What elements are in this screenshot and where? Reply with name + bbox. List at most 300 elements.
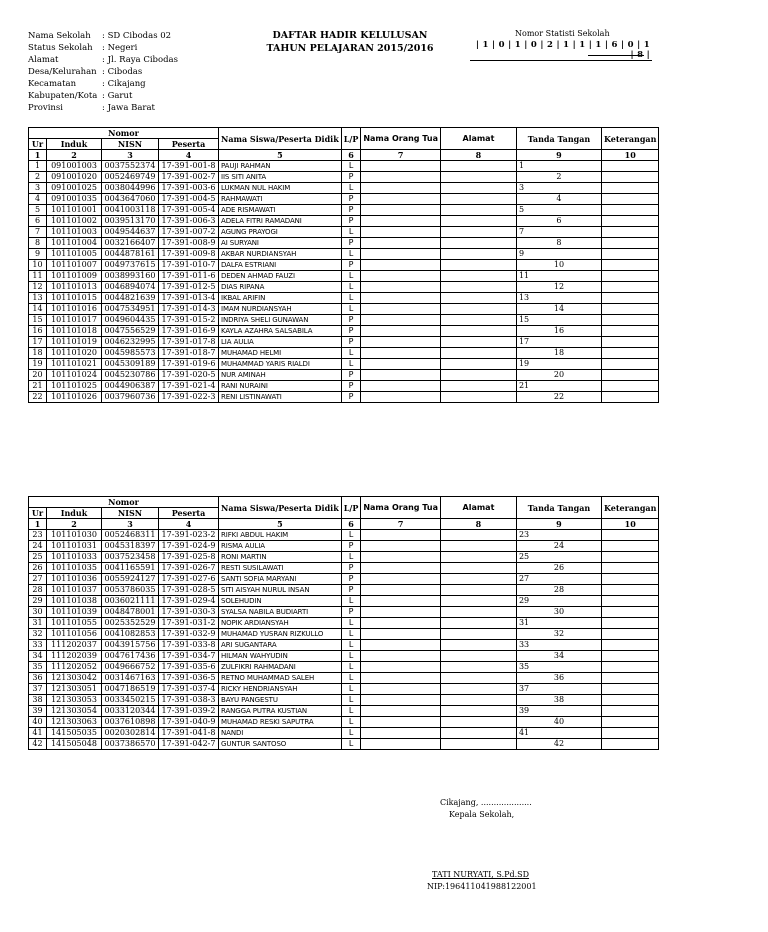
cell-peserta: 17-391-016-9 — [159, 326, 219, 337]
cell-gender: P — [341, 574, 361, 585]
cell-address — [440, 315, 516, 326]
cell-parent-name — [361, 662, 441, 673]
table-row — [29, 541, 659, 552]
cell-ur: 42 — [29, 739, 47, 750]
cell-remarks — [601, 249, 658, 260]
cell-address — [440, 607, 516, 618]
cell-student-name: SITI AISYAH NURUL INSAN — [219, 585, 342, 596]
cell-ur: 11 — [29, 271, 47, 282]
cell-induk: 101101013 — [47, 282, 102, 293]
table-row — [29, 249, 659, 260]
cell-peserta: 17-391-010-7 — [159, 260, 219, 271]
cell-peserta: 17-391-035-6 — [159, 662, 219, 673]
cell-address — [440, 596, 516, 607]
cell-ur: 40 — [29, 717, 47, 728]
cell-peserta: 17-391-011-6 — [159, 271, 219, 282]
table-row — [29, 205, 659, 216]
cell-induk: 101101039 — [47, 607, 102, 618]
cell-address — [440, 530, 516, 541]
cell-peserta: 17-391-015-2 — [159, 315, 219, 326]
cell-induk: 101101005 — [47, 249, 102, 260]
cell-nisn: 0025352529 — [102, 618, 159, 629]
cell-peserta: 17-391-013-4 — [159, 293, 219, 304]
cell-student-name: IMAM NURDIANSYAH — [219, 304, 342, 315]
cell-parent-name — [361, 640, 441, 651]
cell-gender: P — [341, 541, 361, 552]
headmaster-title: Kepala Sekolah, — [449, 810, 515, 819]
cell-nisn: 0039513170 — [102, 216, 159, 227]
cell-gender: L — [341, 348, 361, 359]
cell-parent-name — [361, 651, 441, 662]
cell-gender: P — [341, 337, 361, 348]
cell-signature-number: 12 — [516, 282, 601, 293]
cell-ur: 12 — [29, 282, 47, 293]
cell-peserta: 17-391-034-7 — [159, 651, 219, 662]
cell-student-name: RANI NURAINI — [219, 381, 342, 392]
table-row — [29, 304, 659, 315]
cell-gender: L — [341, 662, 361, 673]
cell-signature-number: 27 — [516, 574, 601, 585]
cell-student-name: RONI MARTIN — [219, 552, 342, 563]
cell-student-name: RIFKI ABDUL HAKIM — [219, 530, 342, 541]
cell-signature-number: 1 — [516, 161, 601, 172]
cell-peserta: 17-391-025-8 — [159, 552, 219, 563]
cell-remarks — [601, 695, 658, 706]
cell-nisn: 0047186519 — [102, 684, 159, 695]
header-ur: Ur — [29, 508, 47, 519]
cell-remarks — [601, 728, 658, 739]
cell-remarks — [601, 629, 658, 640]
table-row — [29, 238, 659, 249]
cell-address — [440, 370, 516, 381]
school-info-value: : Jl. Raya Cibodas — [102, 55, 178, 65]
cell-gender: P — [341, 607, 361, 618]
cell-student-name: SANTI SOFIA MARYANI — [219, 574, 342, 585]
cell-induk: 101101033 — [47, 552, 102, 563]
cell-nisn: 0045309189 — [102, 359, 159, 370]
cell-remarks — [601, 348, 658, 359]
header-nisn: NISN — [102, 508, 159, 519]
school-info-value: : Garut — [102, 91, 133, 101]
cell-nisn: 0047617436 — [102, 651, 159, 662]
cell-remarks — [601, 618, 658, 629]
cell-nisn: 0046894074 — [102, 282, 159, 293]
cell-induk: 111202037 — [47, 640, 102, 651]
cell-student-name: HILMAN WAHYUDIN — [219, 651, 342, 662]
cell-ur: 20 — [29, 370, 47, 381]
cell-gender: L — [341, 717, 361, 728]
cell-gender: L — [341, 161, 361, 172]
cell-signature-number: 37 — [516, 684, 601, 695]
cell-student-name: RANGGA PUTRA KUSTIAN — [219, 706, 342, 717]
cell-induk: 101101038 — [47, 596, 102, 607]
column-number: 3 — [102, 519, 159, 530]
cell-gender: L — [341, 552, 361, 563]
cell-address — [440, 348, 516, 359]
cell-ur: 8 — [29, 238, 47, 249]
cell-remarks — [601, 205, 658, 216]
cell-remarks — [601, 596, 658, 607]
cell-induk: 101101024 — [47, 370, 102, 381]
cell-nisn: 0045230786 — [102, 370, 159, 381]
cell-parent-name — [361, 238, 441, 249]
cell-remarks — [601, 227, 658, 238]
cell-induk: 091001020 — [47, 172, 102, 183]
cell-nisn: 0041082853 — [102, 629, 159, 640]
cell-signature-number: 9 — [516, 249, 601, 260]
table-row — [29, 651, 659, 662]
cell-signature-number: 17 — [516, 337, 601, 348]
place-date: Cikajang, .................... — [440, 798, 532, 807]
cell-nisn: 0047556529 — [102, 326, 159, 337]
school-info-value: : Cikajang — [102, 79, 146, 89]
cell-address — [440, 585, 516, 596]
cell-ur: 2 — [29, 172, 47, 183]
cell-parent-name — [361, 596, 441, 607]
cell-parent-name — [361, 618, 441, 629]
cell-remarks — [601, 161, 658, 172]
cell-remarks — [601, 260, 658, 271]
cell-induk: 101101009 — [47, 271, 102, 282]
cell-parent-name — [361, 706, 441, 717]
cell-peserta: 17-391-033-8 — [159, 640, 219, 651]
table-row — [29, 728, 659, 739]
headmaster-nip: NIP:196411041988122001 — [427, 882, 537, 891]
cell-student-name: AI SURYANI — [219, 238, 342, 249]
cell-induk: 091001003 — [47, 161, 102, 172]
cell-parent-name — [361, 728, 441, 739]
cell-parent-name — [361, 282, 441, 293]
column-number: 10 — [601, 150, 658, 161]
cell-peserta: 17-391-026-7 — [159, 563, 219, 574]
cell-address — [440, 574, 516, 585]
cell-student-name: ADELA FITRI RAMADANI — [219, 216, 342, 227]
cell-parent-name — [361, 530, 441, 541]
cell-peserta: 17-391-008-9 — [159, 238, 219, 249]
cell-signature-number: 13 — [516, 293, 601, 304]
table-row — [29, 216, 659, 227]
header-tanda-tangan: Tanda Tangan — [516, 128, 601, 150]
cell-remarks — [601, 194, 658, 205]
cell-induk: 101101002 — [47, 216, 102, 227]
cell-induk: 101101016 — [47, 304, 102, 315]
cell-gender: P — [341, 205, 361, 216]
cell-address — [440, 172, 516, 183]
cell-peserta: 17-391-039-2 — [159, 706, 219, 717]
cell-signature-number: 11 — [516, 271, 601, 282]
cell-gender: L — [341, 684, 361, 695]
cell-nisn: 0045318397 — [102, 541, 159, 552]
cell-ur: 38 — [29, 695, 47, 706]
column-number: 8 — [440, 150, 516, 161]
column-number: 1 — [29, 150, 47, 161]
cell-nisn: 0020302814 — [102, 728, 159, 739]
cell-parent-name — [361, 370, 441, 381]
table-row — [29, 530, 659, 541]
header-row-1 — [29, 128, 659, 139]
cell-nisn: 0038993160 — [102, 271, 159, 282]
cell-induk: 101101020 — [47, 348, 102, 359]
cell-signature-number: 26 — [516, 563, 601, 574]
cell-student-name: BAYU PANGESTU — [219, 695, 342, 706]
header-induk: Induk — [47, 139, 102, 150]
cell-signature-number: 16 — [516, 326, 601, 337]
column-number: 4 — [159, 150, 219, 161]
cell-remarks — [601, 381, 658, 392]
cell-parent-name — [361, 695, 441, 706]
cell-induk: 141505035 — [47, 728, 102, 739]
cell-parent-name — [361, 673, 441, 684]
cell-ur: 36 — [29, 673, 47, 684]
school-info-label: Status Sekolah — [28, 43, 93, 53]
cell-remarks — [601, 574, 658, 585]
column-number: 9 — [516, 519, 601, 530]
school-info-row — [28, 54, 178, 66]
cell-student-name: MUHAMAD HELMI — [219, 348, 342, 359]
cell-parent-name — [361, 585, 441, 596]
cell-nisn: 0031467163 — [102, 673, 159, 684]
cell-gender: L — [341, 249, 361, 260]
school-info-label: Provinsi — [28, 103, 63, 113]
table-row — [29, 574, 659, 585]
cell-address — [440, 304, 516, 315]
cell-parent-name — [361, 717, 441, 728]
cell-peserta: 17-391-022-3 — [159, 392, 219, 403]
cell-student-name: LIA AULIA — [219, 337, 342, 348]
cell-nisn: 0033120344 — [102, 706, 159, 717]
cell-address — [440, 541, 516, 552]
cell-induk: 101101055 — [47, 618, 102, 629]
cell-remarks — [601, 541, 658, 552]
cell-nisn: 0044878161 — [102, 249, 159, 260]
column-number: 6 — [341, 150, 361, 161]
cell-gender: L — [341, 359, 361, 370]
cell-induk: 121303054 — [47, 706, 102, 717]
table-row — [29, 717, 659, 728]
cell-signature-number: 7 — [516, 227, 601, 238]
cell-remarks — [601, 739, 658, 750]
cell-address — [440, 326, 516, 337]
header-orang-tua: Nama Orang Tua — [361, 128, 441, 150]
cell-nisn: 0047534951 — [102, 304, 159, 315]
school-info-value: : Negeri — [102, 43, 138, 53]
table-row — [29, 739, 659, 750]
cell-peserta: 17-391-029-4 — [159, 596, 219, 607]
cell-signature-number: 6 — [516, 216, 601, 227]
cell-ur: 13 — [29, 293, 47, 304]
header-keterangan: Keterangan — [601, 128, 658, 150]
cell-induk: 101101026 — [47, 392, 102, 403]
cell-parent-name — [361, 381, 441, 392]
cell-ur: 15 — [29, 315, 47, 326]
table-row — [29, 260, 659, 271]
cell-remarks — [601, 370, 658, 381]
table-row — [29, 337, 659, 348]
cell-ur: 26 — [29, 563, 47, 574]
cell-induk: 121303042 — [47, 673, 102, 684]
school-info-row — [28, 102, 178, 114]
cell-student-name: RISMA AULIA — [219, 541, 342, 552]
table-row — [29, 381, 659, 392]
column-number: 10 — [601, 519, 658, 530]
school-info-label: Kabupaten/Kota — [28, 91, 98, 101]
cell-induk: 091001035 — [47, 194, 102, 205]
cell-remarks — [601, 717, 658, 728]
cell-peserta: 17-391-020-5 — [159, 370, 219, 381]
cell-induk: 121303053 — [47, 695, 102, 706]
cell-address — [440, 381, 516, 392]
cell-student-name: AGUNG PRAYOGI — [219, 227, 342, 238]
cell-ur: 18 — [29, 348, 47, 359]
cell-peserta: 17-391-005-4 — [159, 205, 219, 216]
cell-ur: 10 — [29, 260, 47, 271]
cell-remarks — [601, 304, 658, 315]
cell-induk: 141505048 — [47, 739, 102, 750]
cell-parent-name — [361, 607, 441, 618]
cell-ur: 25 — [29, 552, 47, 563]
cell-remarks — [601, 684, 658, 695]
cell-gender: P — [341, 326, 361, 337]
cell-nisn: 0048478001 — [102, 607, 159, 618]
table-row — [29, 618, 659, 629]
school-info-row — [28, 42, 178, 54]
cell-induk: 111202052 — [47, 662, 102, 673]
cell-ur: 14 — [29, 304, 47, 315]
cell-signature-number: 14 — [516, 304, 601, 315]
cell-ur: 3 — [29, 183, 47, 194]
cell-parent-name — [361, 629, 441, 640]
cell-nisn: 0052468311 — [102, 530, 159, 541]
table-row — [29, 194, 659, 205]
cell-gender: L — [341, 629, 361, 640]
cell-address — [440, 227, 516, 238]
cell-nisn: 0044906387 — [102, 381, 159, 392]
cell-remarks — [601, 172, 658, 183]
header-lp: L/P — [341, 497, 361, 519]
school-info-value: : Cibodas — [102, 67, 143, 77]
attendance-table-2 — [28, 496, 659, 750]
cell-parent-name — [361, 172, 441, 183]
header-peserta: Peserta — [159, 508, 219, 519]
cell-parent-name — [361, 684, 441, 695]
cell-student-name: DIAS RIPANA — [219, 282, 342, 293]
table-2-header — [29, 497, 659, 530]
cell-induk: 101101031 — [47, 541, 102, 552]
cell-parent-name — [361, 359, 441, 370]
cell-remarks — [601, 563, 658, 574]
cell-peserta: 17-391-042-7 — [159, 739, 219, 750]
cell-address — [440, 205, 516, 216]
cell-signature-number: 39 — [516, 706, 601, 717]
cell-address — [440, 706, 516, 717]
cell-address — [440, 728, 516, 739]
cell-peserta: 17-391-027-6 — [159, 574, 219, 585]
table-row — [29, 706, 659, 717]
table-row — [29, 293, 659, 304]
headmaster-name: TATI NURYATI, S.Pd.SD — [432, 870, 530, 879]
cell-signature-number: 35 — [516, 662, 601, 673]
cell-nisn: 0053786035 — [102, 585, 159, 596]
school-info-row — [28, 78, 178, 90]
cell-ur: 34 — [29, 651, 47, 662]
table-row — [29, 640, 659, 651]
cell-signature-number: 33 — [516, 640, 601, 651]
table-row — [29, 227, 659, 238]
cell-address — [440, 618, 516, 629]
cell-student-name: ARI SUGANTARA — [219, 640, 342, 651]
cell-induk: 121303063 — [47, 717, 102, 728]
cell-ur: 17 — [29, 337, 47, 348]
cell-gender: L — [341, 304, 361, 315]
cell-address — [440, 216, 516, 227]
cell-induk: 101101021 — [47, 359, 102, 370]
cell-signature-number: 5 — [516, 205, 601, 216]
cell-ur: 33 — [29, 640, 47, 651]
cell-induk: 101101025 — [47, 381, 102, 392]
cell-signature-number: 41 — [516, 728, 601, 739]
cell-address — [440, 183, 516, 194]
school-info-row — [28, 66, 178, 78]
cell-gender: P — [341, 381, 361, 392]
cell-ur: 9 — [29, 249, 47, 260]
header-row-numbers — [29, 150, 659, 161]
column-number: 4 — [159, 519, 219, 530]
cell-address — [440, 359, 516, 370]
table-row — [29, 673, 659, 684]
cell-address — [440, 640, 516, 651]
cell-peserta: 17-391-032-9 — [159, 629, 219, 640]
cell-student-name: NANDI — [219, 728, 342, 739]
table-row — [29, 282, 659, 293]
cell-parent-name — [361, 315, 441, 326]
cell-student-name: ZULFIKRI RAHMADANI — [219, 662, 342, 673]
cell-gender: P — [341, 194, 361, 205]
cell-nisn: 0043647060 — [102, 194, 159, 205]
cell-student-name: SYALSA NABILA BUDIARTI — [219, 607, 342, 618]
cell-ur: 5 — [29, 205, 47, 216]
school-info-value: : SD Cibodas 02 — [102, 31, 172, 41]
header-orang-tua: Nama Orang Tua — [361, 497, 441, 519]
cell-remarks — [601, 640, 658, 651]
cell-peserta: 17-391-038-3 — [159, 695, 219, 706]
cell-peserta: 17-391-021-4 — [159, 381, 219, 392]
school-info-value: : Jawa Barat — [102, 103, 155, 113]
cell-address — [440, 717, 516, 728]
cell-peserta: 17-391-040-9 — [159, 717, 219, 728]
header-nomor: Nomor — [29, 128, 219, 139]
cell-address — [440, 161, 516, 172]
cell-parent-name — [361, 194, 441, 205]
header-peserta: Peserta — [159, 139, 219, 150]
cell-remarks — [601, 238, 658, 249]
cell-peserta: 17-391-007-2 — [159, 227, 219, 238]
header-row-1 — [29, 497, 659, 508]
cell-nisn: 0049544637 — [102, 227, 159, 238]
title-line-1: DAFTAR HADIR KELULUSAN — [272, 30, 428, 41]
cell-signature-number: 20 — [516, 370, 601, 381]
cell-peserta: 17-391-023-2 — [159, 530, 219, 541]
header-lp: L/P — [341, 128, 361, 150]
cell-ur: 35 — [29, 662, 47, 673]
cell-peserta: 17-391-004-5 — [159, 194, 219, 205]
cell-peserta: 17-391-002-7 — [159, 172, 219, 183]
cell-remarks — [601, 183, 658, 194]
cell-ur: 39 — [29, 706, 47, 717]
title-line-2: TAHUN PELAJARAN 2015/2016 — [266, 43, 434, 54]
cell-ur: 16 — [29, 326, 47, 337]
statistic-code: | 1 | 0 | 1 | 0 | 2 | 1 | 1 | 1 | 6 | 0 | 1 | 8 | — [470, 40, 652, 61]
cell-student-name: DEDEN AHMAD FAUZI — [219, 271, 342, 282]
